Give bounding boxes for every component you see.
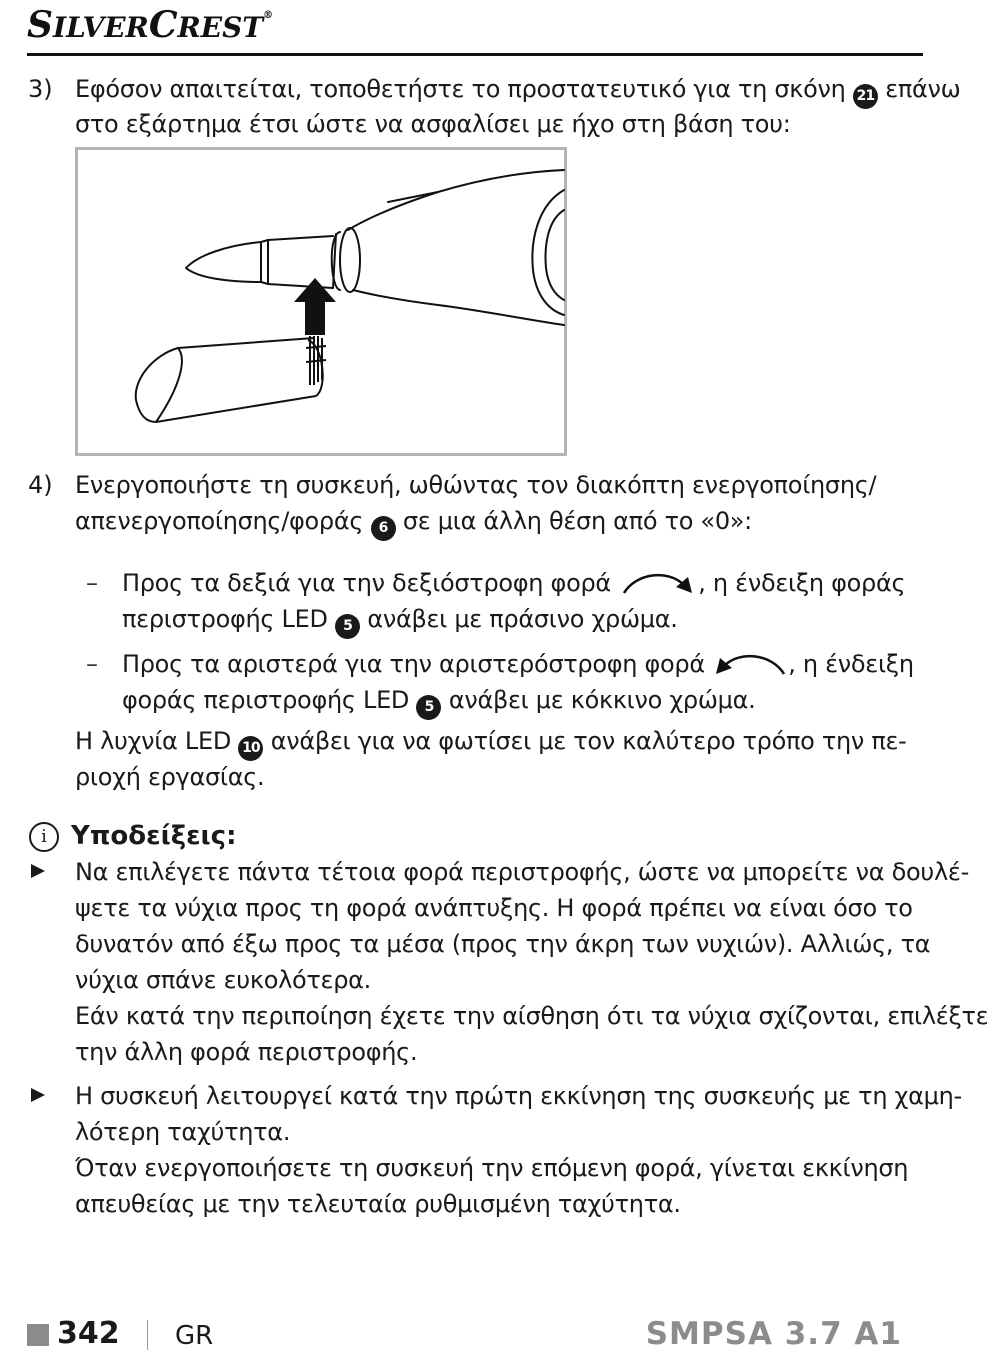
hint-2-line-3: Όταν ενεργοποιήσετε τη συσκευή την επόμενη φορά, γίνεται εκκίνηση [75,1154,909,1182]
hint-1-line-5: Εάν κατά την περιποίηση έχετε την αίσθηση ότι τα νύχια σχίζονται, επιλέξτε [75,1002,988,1030]
step-3-line-2: στο εξάρτημα έτσι ώστε να ασφαλίσει με ήχο στη βάση του: [75,110,791,138]
counterclockwise-bullet-line-1: Προς τα αριστερά για την αριστερόστροφη φορά , η ένδειξη [122,650,914,678]
step-4-line-2: απενεργοποίησης/φοράς 6 σε μια άλλη θέση από το «0»: [75,503,752,541]
step-3-line-1: Εφόσον απαιτείται, τοποθετήστε το προστατευτικό για τη σκόνη 21 επάνω [75,71,960,109]
header-rule [27,53,923,56]
hint-1-line-3: δυνατόν από έξω προς τα μέσα (προς την άκρη των νυχιών). Αλλιώς, τα [75,930,931,958]
hint-1-line-4: νύχια σπάνε ευκολότερα. [75,966,371,994]
led-lamp-line-2: ριοχή εργασίας. [75,763,265,791]
reference-badge: 5 [416,695,441,720]
clockwise-arrow-icon [618,567,698,597]
hint-1-line-2: ψετε τα νύχια προς τη φορά ανάπτυξης. Η φορά πρέπει να είναι όσο το [75,894,913,922]
hint-2-line-1: Η συσκευή λειτουργεί κατά την πρώτη εκκίνηση της συσκευής με τη χαμη- [75,1082,962,1110]
counterclockwise-arrow-icon [712,648,788,678]
hint-1-line-6: την άλλη φορά περιστροφής. [75,1038,418,1066]
dust-guard-illustration [75,147,567,456]
bullet-dash: – [86,569,98,597]
clockwise-bullet-line-2: περιστροφής LED 5 ανάβει με πράσινο χρώμα. [122,601,678,639]
reference-badge: 21 [853,84,878,109]
step-3-number: 3) [28,75,53,103]
step-4-line-1: Ενεργοποιήστε τη συσκευή, ωθώντας τον διακόπτη ενεργοποίησης/ [75,471,877,499]
brand-logo: SILVERCREST® [27,4,274,46]
footer-separator [147,1320,148,1350]
reference-badge: 5 [335,614,360,639]
hint-1-line-1: Να επιλέγετε πάντα τέτοια φορά περιστροφής, ώστε να μπορείτε να δουλέ- [75,858,969,886]
info-icon: i [29,822,59,852]
counterclockwise-bullet-line-2: φοράς περιστροφής LED 5 ανάβει με κόκκινο χρώμα. [122,682,755,720]
language-code: GR [175,1321,214,1351]
led-lamp-line-1: Η λυχνία LED 10 ανάβει για να φωτίσει με τον καλύτερο τρόπο την πε- [75,723,907,761]
model-number: SMPSA 3.7 A1 [645,1316,902,1352]
step-4-number: 4) [28,471,53,499]
bullet-triangle-icon [31,864,45,878]
hints-heading: i Υποδείξεις: [29,818,237,854]
page-number: 342 [57,1316,120,1351]
clockwise-bullet-line-1: Προς τα δεξιά για την δεξιόστροφη φορά , η ένδειξη φοράς [122,569,906,597]
bullet-dash: – [86,650,98,678]
hint-2-line-4: απευθείας με την τελευταία ρυθμισμένη ταχύτητα. [75,1190,681,1218]
reference-badge: 6 [371,516,396,541]
reference-badge: 10 [238,736,263,761]
hint-2-line-2: λότερη ταχύτητα. [75,1118,291,1146]
footer-square [27,1324,49,1346]
bullet-triangle-icon [31,1088,45,1102]
